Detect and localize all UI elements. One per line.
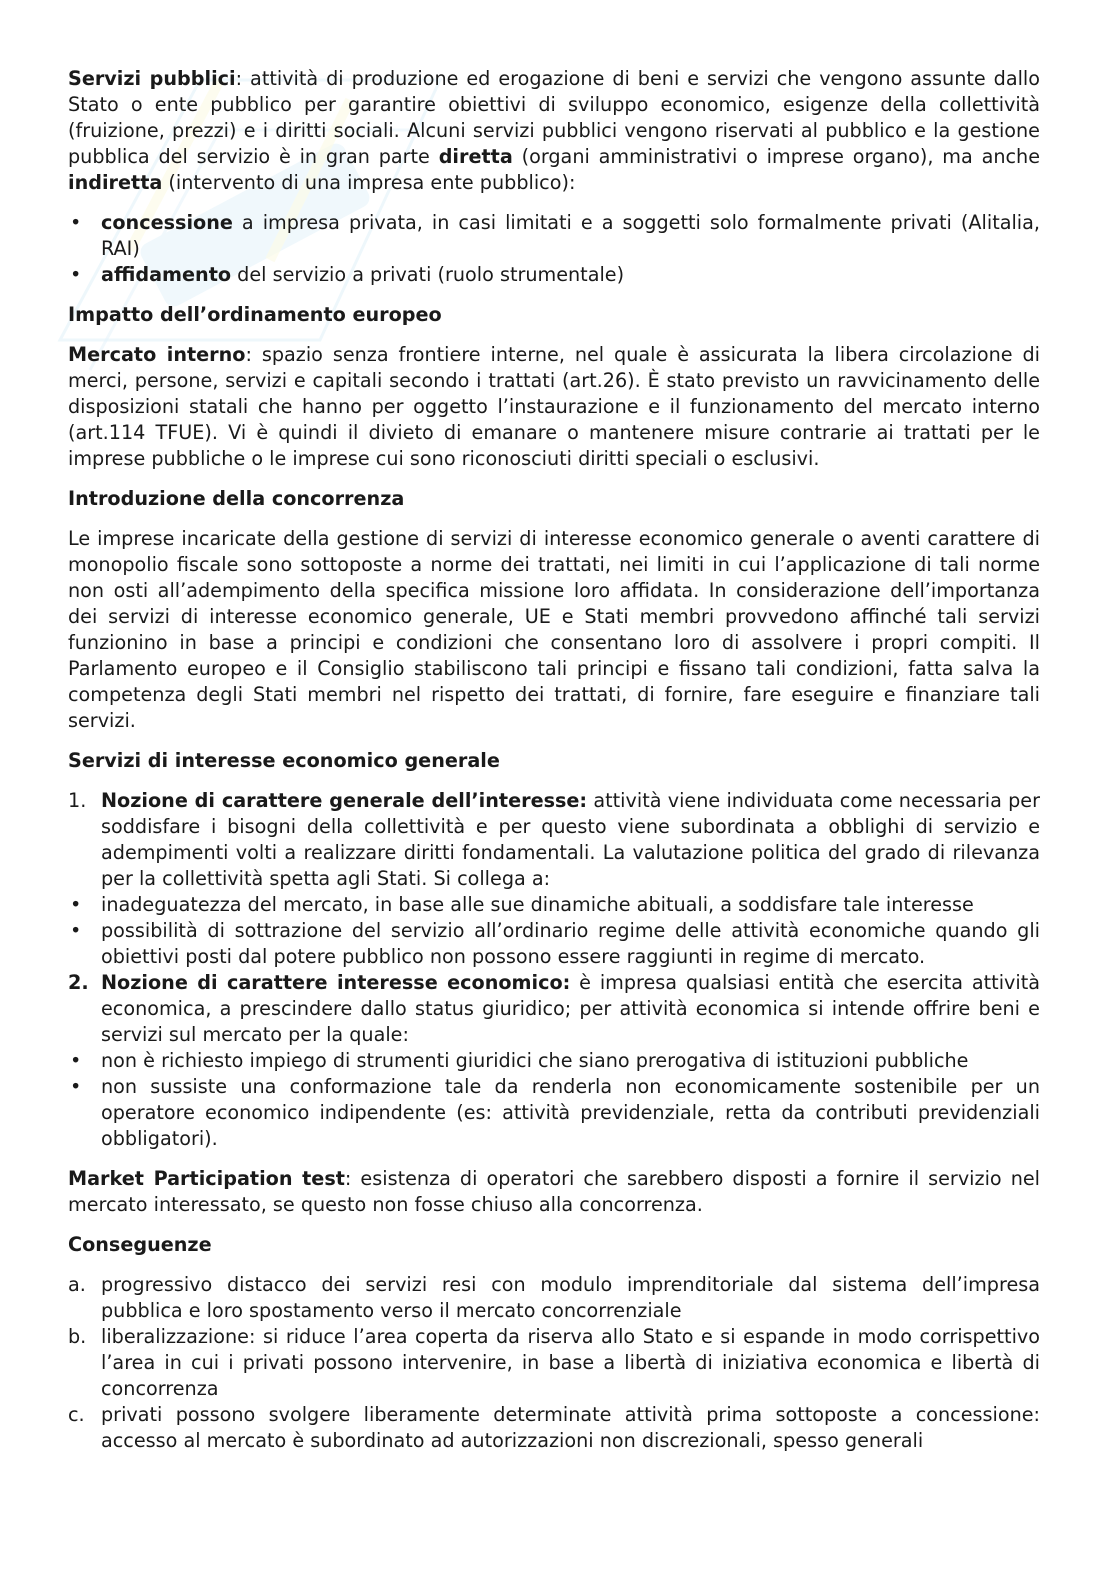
bullet-icon: • xyxy=(70,263,82,286)
gestione-indiretta-list xyxy=(68,210,1040,288)
term-market-participation: Market Participation test xyxy=(68,1167,345,1190)
list-item: 2. Nozione di carattere interesse economico: è impresa qualsiasi entità che esercita attività economica, a prescindere dallo status giuridico; per attività economica si intende offrire beni e servizi sul mercato per la quale: xyxy=(68,971,1040,1046)
list-item: • inadeguatezza del mercato, in base alle sue dinamiche abituali, a soddisfare tale interesse xyxy=(70,893,974,916)
bullet-icon: • xyxy=(70,919,82,942)
list-item: • concessione a impresa privata, in casi limitati e a soggetti solo formalmente privati (Alitalia, RAI) xyxy=(70,211,1040,260)
list-item: • possibilità di sottrazione del servizio all’ordinario regime delle attività economiche quando gli obiettivi posti dal potere pubblico non possono essere raggiunti in regime di mercato. xyxy=(70,919,1040,968)
bullet-icon: • xyxy=(70,211,82,234)
nozione-2-sublist xyxy=(68,1048,1040,1152)
list-item: • affidamento del servizio a privati (ruolo strumentale) xyxy=(70,263,625,286)
list-item: • non sussiste una conformazione tale da renderla non economicamente sostenibile per un operatore economico indipendente (es: attività previdenziale, retta da contributi previdenziali obbligatori). xyxy=(70,1075,1040,1150)
concorrenza-paragraph: Le imprese incaricate della gestione di servizi di interesse economico generale o aventi carattere di monopolio fiscale sono sottoposte a norme dei trattati, nei limiti in cui l’applicazione di tali norme non osti all’adempimento della specifica missione loro affidata. In considerazione dell’importanza dei servizi di interesse economico generale, UE e Stati membri provvedono affinché tali servizi funzionino in base a principi e condizioni che consentano loro di assolvere i propri compiti. Il Parlamento europeo e il Consiglio stabiliscono tali principi e fissano tali condizioni, fatta salva la competenza degli Stati membri nel rispetto dei trattati, di fornire, fare eseguire e finanziare tali servizi. xyxy=(68,527,1040,732)
nozione-1-sublist xyxy=(68,892,1040,970)
conseguenze-list xyxy=(68,1272,1040,1454)
servizi-pubblici-paragraph: Servizi pubblici: attività di produzione ed erogazione di beni e servizi che vengono assunte dallo Stato o ente pubblico per garantire obiettivi di sviluppo economico, esigenze della collettività (fruizione, prezzi) e i diritti sociali. Alcuni servizi pubblici vengono riservati al pubblico e la gestione pubblica del servizio è in gran parte diretta (organi amministrativi o imprese organo), ma anche indiretta (intervento di una impresa ente pubblico): xyxy=(68,67,1040,194)
term-mercato-interno: Mercato interno xyxy=(68,343,246,366)
list-item: 1. Nozione di carattere generale dell’interesse: attività viene individuata come necessaria per soddisfare i bisogni della collettività e per questo viene subordinata a obblighi di servizio e adempimenti volti a realizzare diritti fondamentali. La valutazione politica del grado di rilevanza per la collettività spetta agli Stati. Si collega a: xyxy=(68,789,1040,890)
heading-introduzione-concorrenza: Introduzione della concorrenza xyxy=(68,487,405,510)
term-servizi-pubblici: Servizi pubblici xyxy=(68,67,236,90)
list-item: b. liberalizzazione: si riduce l’area coperta da riserva allo Stato e si espande in modo corrispettivo l’area in cui i privati possono intervenire, in base a libertà di iniziativa economica e libertà di concorrenza xyxy=(68,1325,1040,1400)
document-page xyxy=(68,66,1040,1454)
bullet-icon: • xyxy=(70,1049,82,1072)
bullet-icon: • xyxy=(70,893,82,916)
list-letter: b. xyxy=(68,1325,87,1348)
heading-conseguenze: Conseguenze xyxy=(68,1233,212,1256)
list-item: • non è richiesto impiego di strumenti giuridici che siano prerogativa di istituzioni pubbliche xyxy=(70,1049,969,1072)
nozioni-list-2 xyxy=(68,970,1040,1048)
list-letter: a. xyxy=(68,1273,86,1296)
heading-impatto-ordinamento: Impatto dell’ordinamento europeo xyxy=(68,303,442,326)
list-item: c. privati possono svolgere liberamente determinate attività prima sottoposte a concessione: accesso al mercato è subordinato ad autorizzazioni non discrezionali, spesso generali xyxy=(68,1403,1040,1452)
list-number: 2. xyxy=(68,971,89,994)
list-item: a. progressivo distacco dei servizi resi con modulo imprenditoriale dal sistema dell’impresa pubblica e loro spostamento verso il mercato concorrenziale xyxy=(68,1273,1040,1322)
heading-servizi-interesse: Servizi di interesse economico generale xyxy=(68,749,500,772)
mercato-interno-paragraph: Mercato interno: spazio senza frontiere interne, nel quale è assicurata la libera circolazione di merci, persone, servizi e capitali secondo i trattati (art.26). È stato previsto un ravvicinamento delle disposizioni statali che hanno per oggetto l’instaurazione e il funzionamento del mercato interno (art.114 TFUE). Vi è quindi il divieto di emanare o mantenere misure contrarie ai trattati per le imprese pubbliche o le imprese cui sono riconosciuti diritti speciali o esclusivi. xyxy=(68,343,1040,470)
nozioni-list xyxy=(68,788,1040,892)
list-number: 1. xyxy=(68,789,87,812)
bullet-icon: • xyxy=(70,1075,82,1098)
market-participation-paragraph: Market Participation test: esistenza di operatori che sarebbero disposti a fornire il servizio nel mercato interessato, se questo non fosse chiuso alla concorrenza. xyxy=(68,1167,1040,1216)
list-letter: c. xyxy=(68,1403,85,1426)
